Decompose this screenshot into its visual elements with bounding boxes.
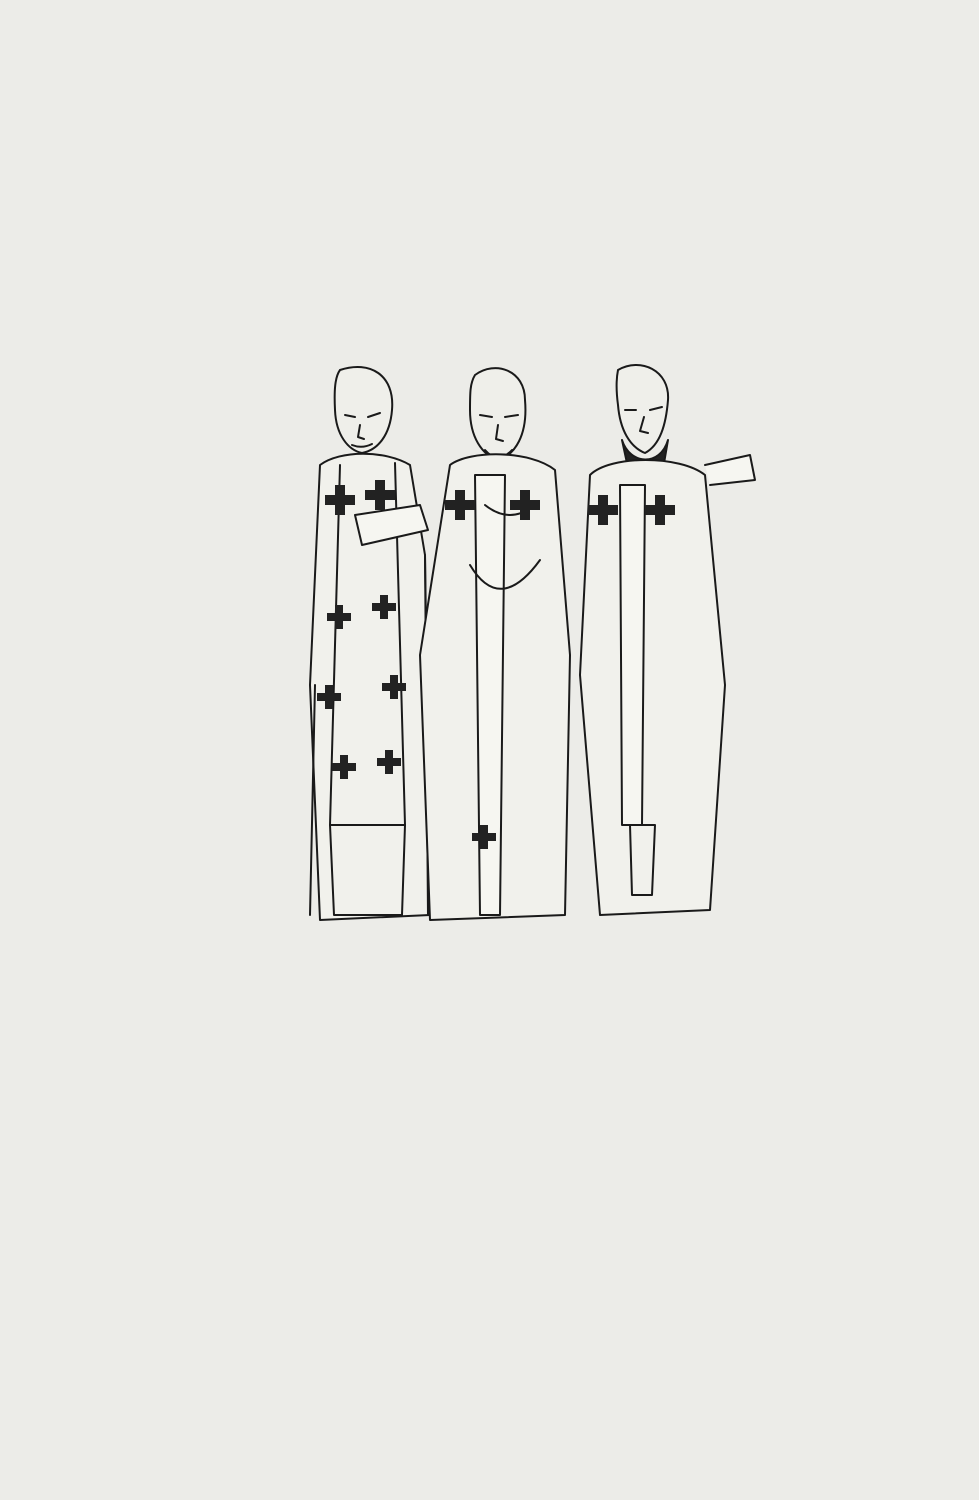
- three-hierarchs-illustration: [300, 355, 770, 940]
- right-hierarch-figure: [580, 365, 755, 915]
- left-hierarch-figure: [310, 367, 430, 920]
- middle-hierarch-figure: [420, 368, 570, 920]
